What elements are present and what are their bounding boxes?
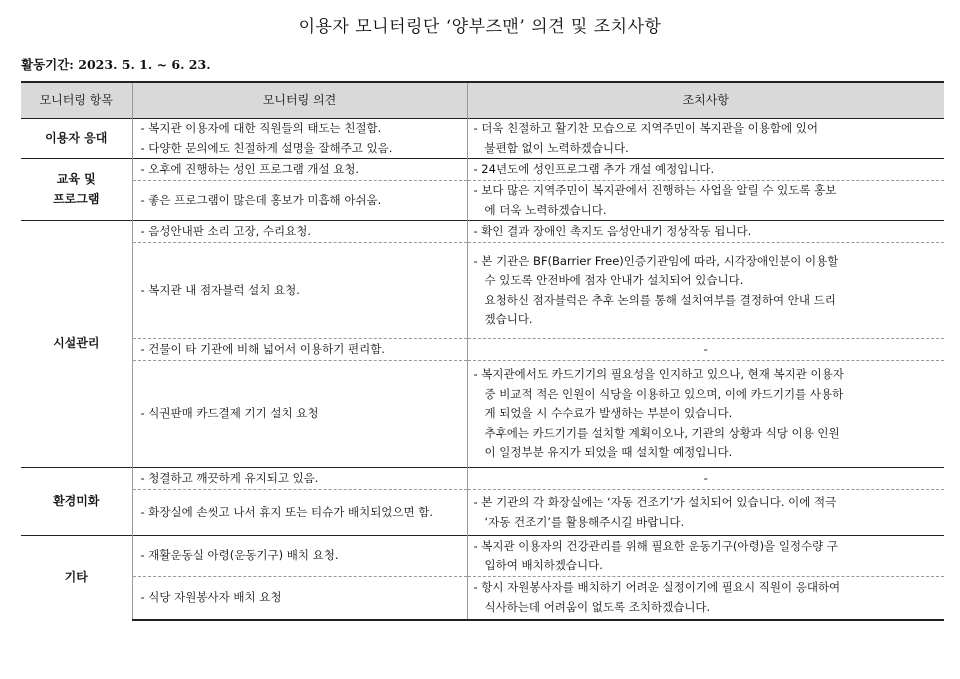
action-line: - 24년도에 성인프로그램 추가 개설 예정입니다.	[473, 161, 715, 176]
period-label: 활동기간:	[21, 57, 74, 72]
table-row	[21, 536, 944, 577]
category-label: 기타	[64, 570, 88, 584]
category-label: 시설관리	[53, 336, 100, 351]
opinion-line: - 좋은 프로그램이 많은데 홍보가 미흡해 아쉬움.	[140, 192, 382, 207]
action-line: -	[703, 341, 708, 356]
opinion-cell	[132, 361, 467, 468]
action-cell	[467, 490, 944, 536]
table-row	[21, 159, 944, 181]
action-cell	[467, 181, 944, 221]
action-line: 이 일정부분 유지가 되었을 때 설치할 예정입니다.	[484, 445, 733, 460]
table-header-row	[21, 82, 944, 119]
opinion-line: - 재활운동실 아령(운동기구) 배치 요청.	[140, 548, 339, 563]
opinion-line: - 음성안내판 소리 고장, 수리요청.	[140, 223, 311, 238]
action-cell	[467, 577, 944, 620]
action-cell	[467, 361, 944, 468]
table-row	[21, 339, 944, 361]
opinion-cell	[132, 159, 467, 181]
opinion-cell	[132, 577, 467, 620]
action-cell	[467, 468, 944, 490]
opinion-line: - 식권판매 카드결제 기기 설치 요청	[140, 406, 319, 421]
action-line: - 복지관 이용자의 건강관리를 위해 필요한 운동기구(아령)을 일정수량 구	[473, 538, 839, 553]
table-row	[21, 490, 944, 536]
header-action: 조치사항	[467, 82, 944, 119]
header-item: 모니터링 항목	[21, 82, 132, 119]
table-row	[21, 361, 944, 468]
table-row	[21, 468, 944, 490]
opinion-line: - 청결하고 깨끗하게 유지되고 있음.	[140, 470, 319, 485]
header-opinion: 모니터링 의견	[132, 82, 467, 119]
action-line: 중 비교적 적은 인원이 식당을 이용하고 있으며, 이에 카드기기를 사용하	[484, 386, 844, 401]
document-title: 이용자 모니터링단 ‘양부즈맨’ 의견 및 조치사항	[298, 17, 662, 37]
table-row	[21, 243, 944, 339]
action-line: -	[703, 470, 708, 485]
action-line: 불편함 없이 노력하겠습니다.	[484, 140, 629, 155]
category-cell	[21, 119, 132, 159]
category-label: 이용자 응대	[45, 130, 108, 145]
action-cell	[467, 243, 944, 339]
action-line: 입하여 배치하겠습니다.	[484, 558, 603, 572]
opinion-cell	[132, 490, 467, 536]
action-line: - 보다 많은 지역주민이 복지관에서 진행하는 사업을 알릴 수 있도록 홍보	[473, 183, 837, 197]
action-line: 겠습니다.	[484, 312, 533, 326]
opinion-line: - 복지관 이용자에 대한 직원들의 태도는 친절함.	[140, 121, 382, 135]
monitoring-table	[21, 81, 944, 621]
opinion-line: - 건물이 타 기관에 비해 넓어서 이용하기 편리함.	[140, 341, 385, 356]
action-line: 식사하는데 어려움이 없도록 조치하겠습니다.	[484, 599, 711, 614]
opinion-cell	[132, 119, 467, 159]
action-line: 게 되었을 시 수수료가 발생하는 부분이 있습니다.	[484, 406, 733, 421]
action-line: - 본 기관의 각 화장실에는 ‘자동 건조기’가 설치되어 있습니다. 이에 적극	[473, 495, 837, 509]
action-line: - 복지관에서도 카드기기의 필요성을 인지하고 있으나, 현재 복지관 이용자	[473, 367, 844, 382]
action-cell	[467, 339, 944, 361]
category-label: 프로그램	[53, 191, 100, 206]
action-line: ‘자동 건조기’를 활용해주시길 바랍니다.	[484, 514, 685, 529]
opinion-cell	[132, 468, 467, 490]
opinion-line: - 다양한 문의에도 친절하게 설명을 잘해주고 있음.	[140, 140, 393, 155]
category-cell	[21, 536, 132, 620]
opinion-cell	[132, 339, 467, 361]
category-cell	[21, 221, 132, 468]
category-label: 교육 및	[56, 172, 96, 186]
opinion-line: - 화장실에 손씻고 나서 휴지 또는 티슈가 배치되었으면 함.	[140, 504, 434, 519]
opinion-line: - 복지관 내 점자블럭 설치 요청.	[140, 282, 300, 297]
activity-period	[21, 55, 211, 73]
action-line: 에 더욱 노력하겠습니다.	[484, 202, 607, 217]
action-line: 추후에는 카드기기를 설치할 계획이오나, 기관의 상황과 식당 이용 인원	[484, 425, 840, 440]
action-line: - 확인 결과 장애인 촉지도 음성안내기 정상작동 됩니다.	[473, 223, 752, 238]
action-cell	[467, 159, 944, 181]
action-line: - 항시 자원봉사자를 배치하기 어려운 실정이기에 필요시 직원이 응대하여	[473, 580, 841, 595]
opinion-cell	[132, 221, 467, 243]
action-cell	[467, 221, 944, 243]
opinion-cell	[132, 181, 467, 221]
table-row	[21, 181, 944, 221]
opinion-line: - 식당 자원봉사자 배치 요청	[140, 590, 282, 604]
action-cell	[467, 536, 944, 577]
action-line: - 본 기관은 BF(Barrier Free)인증기관임에 따라, 시각장애인분이 이용할	[473, 253, 839, 268]
period-value: 2023. 5. 1. ~ 6. 23.	[78, 57, 211, 72]
action-line: 수 있도록 안전바에 점자 안내가 설치되어 있습니다.	[484, 273, 744, 287]
opinion-cell	[132, 243, 467, 339]
category-cell	[21, 468, 132, 536]
action-line: 요청하신 점자블럭은 추후 논의를 통해 설치여부를 결정하여 안내 드리	[484, 292, 836, 307]
category-cell	[21, 159, 132, 221]
table-row	[21, 119, 944, 159]
action-cell	[467, 119, 944, 159]
opinion-line: - 오후에 진행하는 성인 프로그램 개설 요청.	[140, 161, 360, 176]
action-line: - 더욱 친절하고 활기찬 모습으로 지역주민이 복지관을 이용함에 있어	[473, 121, 818, 135]
category-label: 환경미화	[53, 493, 100, 508]
opinion-cell	[132, 536, 467, 577]
table-row	[21, 577, 944, 620]
table-body	[21, 119, 944, 620]
table-row	[21, 221, 944, 243]
